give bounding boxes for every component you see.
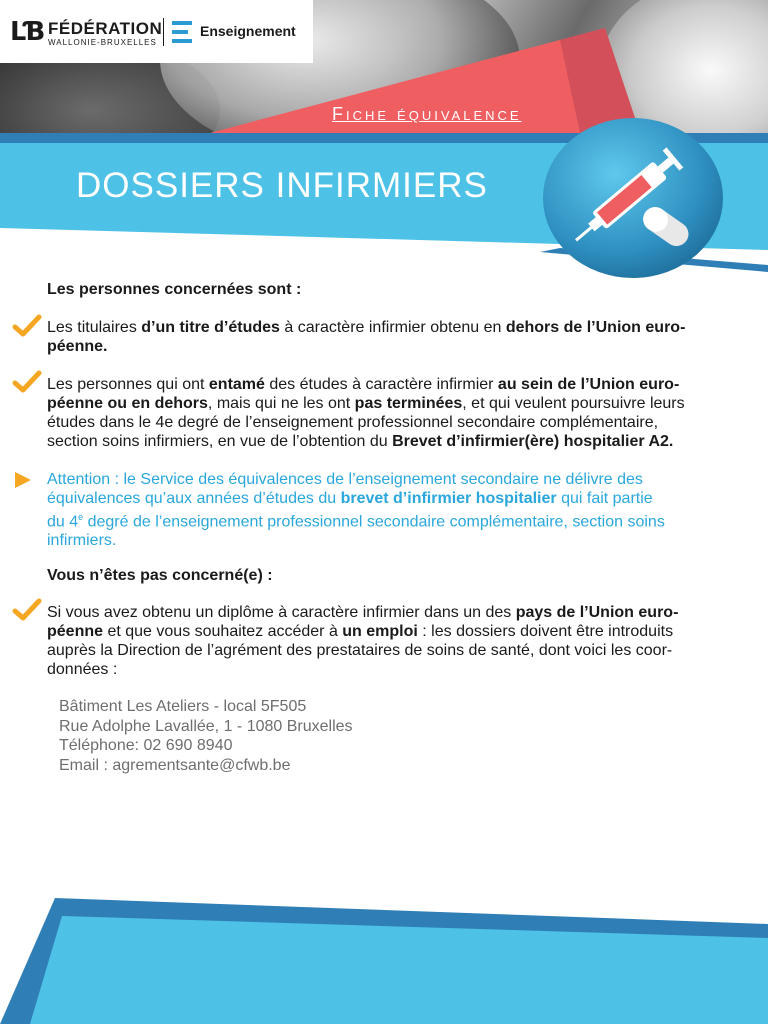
logo-wallonie-bruxelles: WALLONIE-BRUXELLES <box>48 38 157 47</box>
item-etudes-entamees: Les personnes qui ont entamé des études à caractère infirmier au sein de l’Union euro- péenne ou en dehors, mais qui ne les ont pas terminées, et qui veulent poursuivre leurs études dans le 4e degré de l’enseignement professionnel secondaire complémentaire, section soins infirmiers, en vue de l’obtention du Brevet d’infirmier(ère) hospitalier A2. <box>47 376 685 450</box>
logo-divider <box>163 18 164 46</box>
address-street: Rue Adolphe Lavallée, 1 - 1080 Bruxelles <box>59 717 353 735</box>
intro-heading: Les personnes concernées sont : <box>47 281 302 298</box>
check-icon <box>12 314 42 338</box>
address-phone: Téléphone: 02 690 8940 <box>59 737 233 754</box>
address-block <box>59 697 353 775</box>
logo <box>0 0 313 63</box>
logo-federation: FÉDÉRATION <box>48 19 163 38</box>
fiche-label: Fiche équivalence <box>332 104 522 124</box>
check-icon <box>12 370 42 394</box>
check-icon <box>12 598 42 622</box>
syringe-pill-icon <box>543 118 723 278</box>
logo-enseignement: Enseignement <box>200 23 296 39</box>
attention-note: Attention : le Service des équivalences de l’enseignement secondaire ne délivre des équivalences qu’aux années d’études du brevet d’infirmier hospitalier qui fait partie du 4e degré de l’enseignement professionnel secondaire complémentaire, section soins infirmiers. <box>47 471 665 550</box>
arrow-icon <box>15 472 31 488</box>
item-pays-ue: Si vous avez obtenu un diplôme à caractère infirmier dans un des pays de l’Union euro- péenne et que vous souhaitez accéder à un emploi : les dossiers doivent être introduits auprès la Direction de l’agrément des prestataires de soins de santé, dont voici les coor- données : <box>47 604 679 678</box>
address-building: Bâtiment Les Ateliers - local 5F505 <box>59 698 307 715</box>
item-titulaires: Les titulaires d’un titre d’études à caractère infirmier obtenu en dehors de l’Union euro- péenne. <box>47 319 686 355</box>
address-email[interactable]: Email : agrementsante@cfwb.be <box>59 756 291 774</box>
page-title: DOSSIERS INFIRMIERS <box>76 166 488 205</box>
not-concerned-heading: Vous n’êtes pas concerné(e) : <box>47 567 273 584</box>
enseignement-e-icon <box>172 21 192 43</box>
footer-shapes <box>0 880 768 1024</box>
fwb-logo-icon: ᒪƁ <box>10 17 44 47</box>
